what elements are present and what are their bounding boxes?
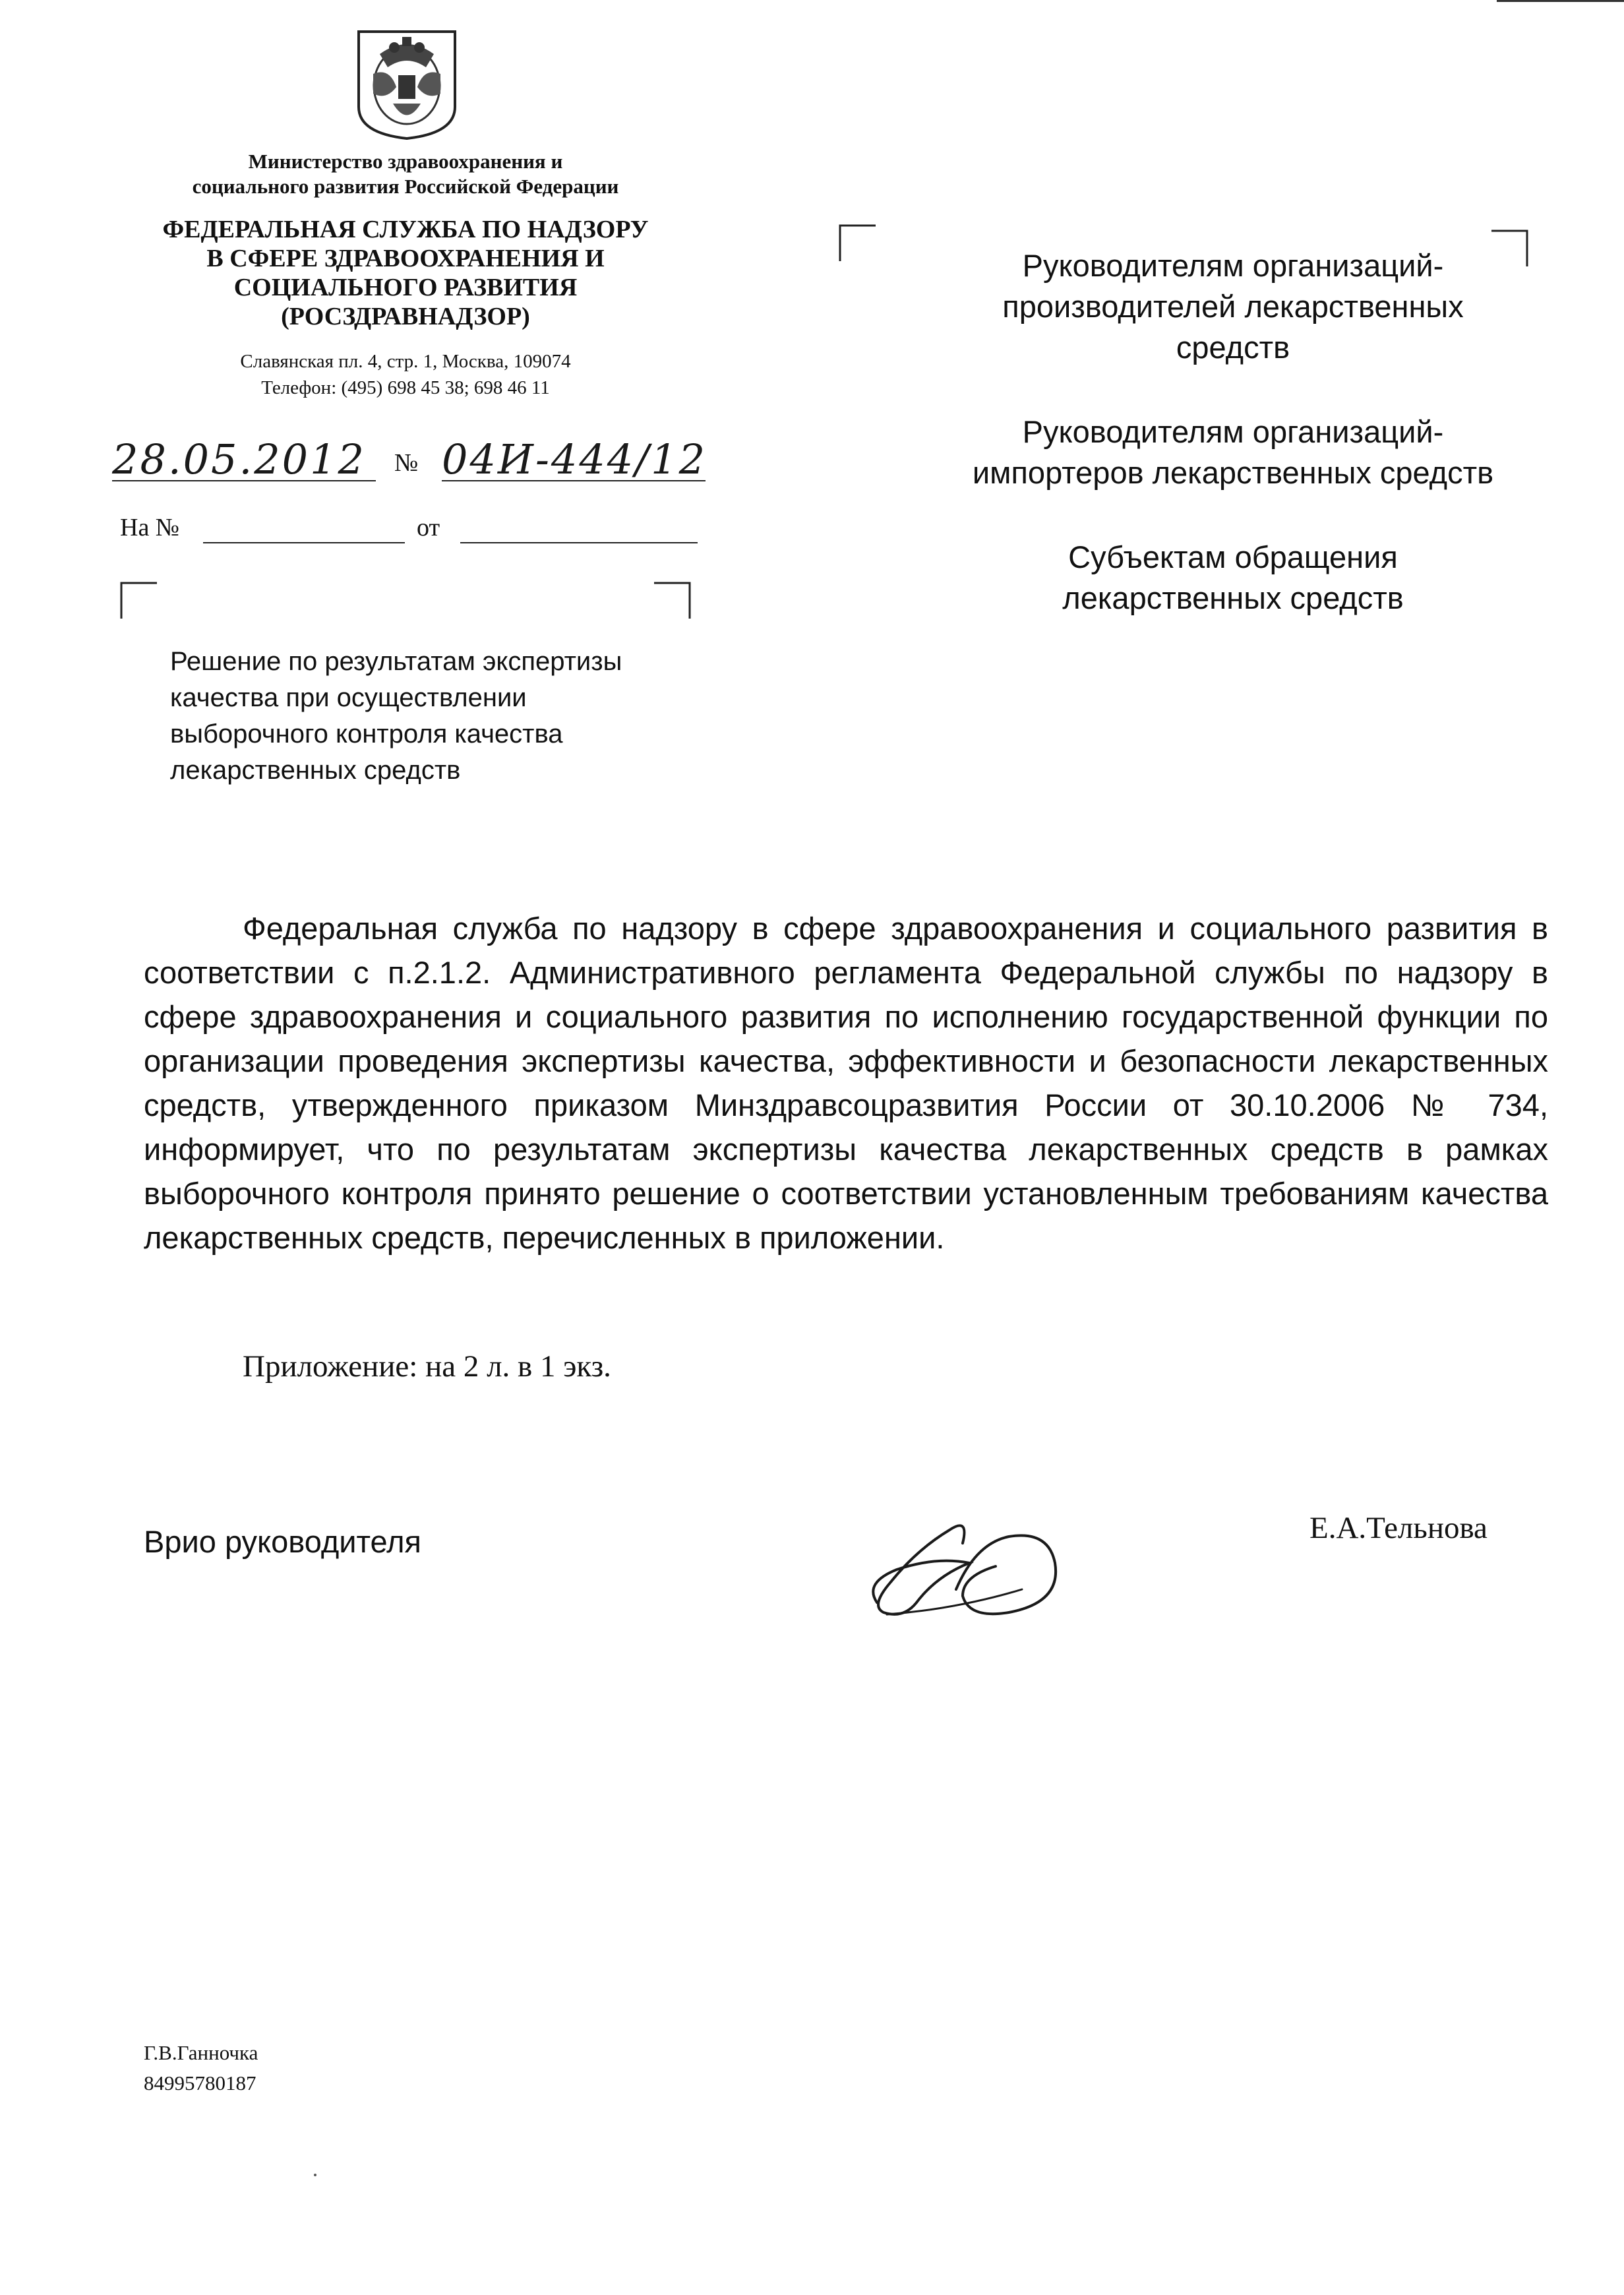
- addressee: [903, 245, 1563, 368]
- document-subject: [170, 644, 764, 789]
- addressee: [903, 412, 1563, 493]
- ministry-line: социального развития Российской Федерации: [192, 175, 619, 198]
- reference-row: [112, 513, 706, 553]
- executor-contact: [144, 2038, 258, 2098]
- addressee-line: импортеров лекарственных средств: [972, 455, 1494, 490]
- number-sign: №: [394, 449, 419, 477]
- body-paragraph: Федеральная служба по надзору в сфере здравоохранения и социального развития в соответствии с п.2.1.2. Административного регламента Федеральной службы по надзору в сфере здравоохранения и социального развития по исполнению государственной функции по организации проведения экспертизы качества, эффективности и безопасности лекарственных средств, утвержденного приказом Минздравсоцразвития России от 30.10.2006 № 734, информирует, что по результатам экспертизы качества лекарственных средств в рамках выборочного контроля принято решение о соответствии установленным требованиям качества лекарственных средств, перечисленных в приложении.: [144, 911, 1548, 1255]
- corner-bracket-top-right: [653, 580, 692, 620]
- ministry-line: Министерство здравоохранения и: [248, 150, 563, 173]
- service-line: В СФЕРЕ ЗДРАВООХРАНЕНИЯ И: [206, 245, 605, 272]
- number-underline: [442, 480, 706, 481]
- subject-line: лекарственных средств: [170, 756, 461, 785]
- scan-edge-mark: [1497, 0, 1624, 2]
- scan-speck: [314, 2174, 316, 2176]
- letter-body: [144, 906, 1548, 1260]
- signatory-position: Врио руководителя: [144, 1524, 421, 1559]
- service-contacts: [112, 348, 699, 401]
- service-line: СОЦИАЛЬНОГО РАЗВИТИЯ: [233, 274, 578, 301]
- addressee: [903, 537, 1563, 619]
- service-phone: Телефон: (495) 698 45 38; 698 46 11: [261, 377, 550, 398]
- signatory-name: Е.А.Тельнова: [1309, 1511, 1488, 1545]
- ministry-name: [112, 149, 699, 199]
- subject-line: Решение по результатам экспертизы: [170, 647, 622, 676]
- date-underline: [112, 480, 376, 481]
- registration-line: [112, 435, 706, 488]
- addressee-line: средств: [1176, 330, 1290, 365]
- service-name: [112, 215, 699, 331]
- coat-of-arms-icon: [353, 28, 460, 141]
- addressee-line: Руководителям организаций-: [1022, 414, 1444, 449]
- reference-number-blank: [203, 542, 405, 543]
- handwritten-signature-icon: [857, 1504, 1075, 1629]
- reference-date-blank: [460, 542, 698, 543]
- reference-number-label: На №: [120, 514, 180, 541]
- executor-name: Г.В.Ганночка: [144, 2041, 258, 2064]
- corner-bracket-top-left: [837, 223, 877, 262]
- service-address: Славянская пл. 4, стр. 1, Москва, 109074: [240, 351, 571, 372]
- addressee-line: Руководителям организаций-: [1022, 248, 1444, 283]
- addressee-line: Субъектам обращения: [1068, 539, 1398, 574]
- service-line: ФЕДЕРАЛЬНАЯ СЛУЖБА ПО НАДЗОРУ: [162, 216, 649, 243]
- subject-line: качества при осуществлении: [170, 683, 527, 712]
- attachment-note: Приложение: на 2 л. в 1 экз.: [243, 1349, 611, 1384]
- service-line: (РОСЗДРАВНАДЗОР): [281, 303, 530, 330]
- corner-bracket-top-left: [119, 580, 158, 620]
- reference-date-label: от: [417, 514, 440, 541]
- addressee-line: лекарственных средств: [1062, 580, 1404, 615]
- registration-date: 28.05.2012: [112, 435, 366, 483]
- executor-phone: 84995780187: [144, 2071, 256, 2095]
- registration-number: 04И-444/12: [442, 435, 707, 483]
- subject-line: выборочного контроля качества: [170, 719, 563, 749]
- addressee-line: производителей лекарственных: [1002, 289, 1464, 324]
- addressee-block: [903, 245, 1563, 662]
